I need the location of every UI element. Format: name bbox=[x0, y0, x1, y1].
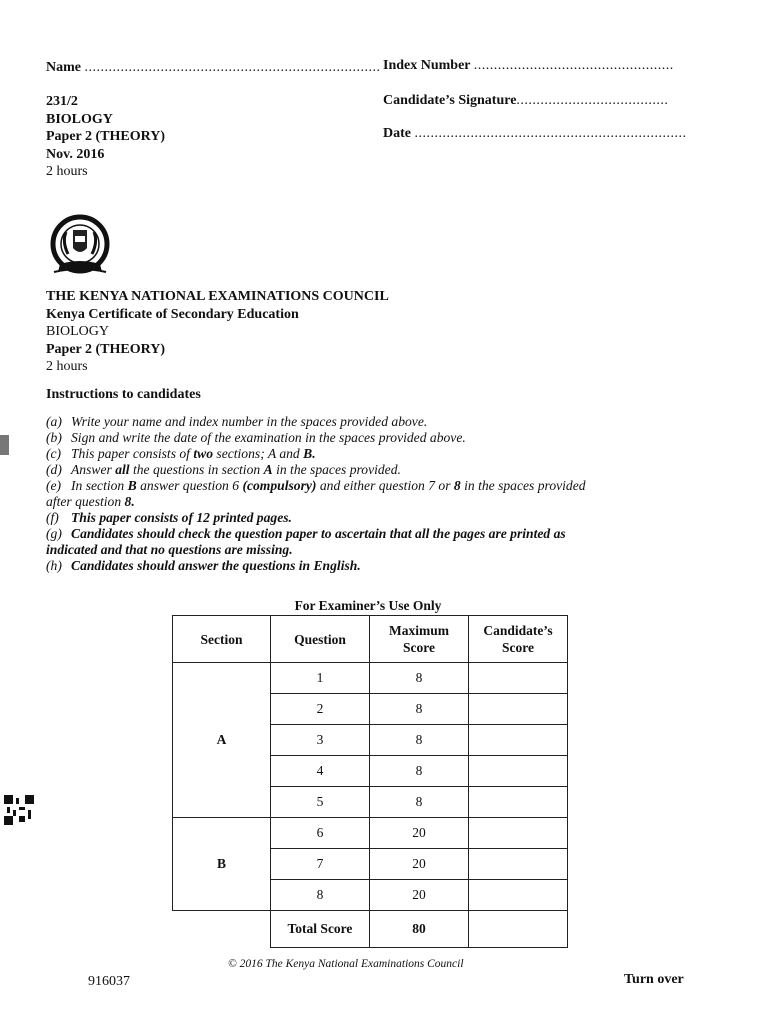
instruction-g: (g) Candidates should check the question paper to ascertain that all the pages are printed as bbox=[46, 526, 566, 541]
header-max-score: Maximum Score bbox=[370, 616, 469, 663]
table-row bbox=[173, 818, 568, 849]
max-score-cell: 8 bbox=[370, 756, 469, 787]
kenya-coat-of-arms-icon bbox=[46, 214, 114, 282]
question-cell: 4 bbox=[271, 756, 370, 787]
question-cell: 7 bbox=[271, 849, 370, 880]
instruction-f: (f) This paper consists of 12 printed pages. bbox=[46, 510, 292, 525]
max-score-cell: 20 bbox=[370, 818, 469, 849]
paper-code: 231/2 bbox=[46, 94, 78, 109]
examiner-score-table bbox=[172, 615, 568, 948]
total-row bbox=[173, 911, 568, 948]
paper-duration: 2 hours bbox=[46, 164, 88, 179]
instruction-e-cont: after question 8. bbox=[46, 494, 135, 509]
turn-over-label: Turn over bbox=[624, 972, 684, 987]
header-candidate-score: Candidate’s Score bbox=[469, 616, 568, 663]
scan-mark bbox=[0, 435, 9, 455]
question-cell: 3 bbox=[271, 725, 370, 756]
council-name: THE KENYA NATIONAL EXAMINATIONS COUNCIL bbox=[46, 289, 389, 304]
council-duration: 2 hours bbox=[46, 359, 88, 374]
signature-label: Candidate’s Signature bbox=[383, 93, 517, 108]
date-label: Date bbox=[383, 126, 411, 141]
max-score-cell: 8 bbox=[370, 663, 469, 694]
total-score-value: 80 bbox=[370, 911, 469, 948]
instructions-list bbox=[46, 414, 586, 574]
question-cell: 6 bbox=[271, 818, 370, 849]
max-score-cell: 8 bbox=[370, 787, 469, 818]
instruction-c: (c) This paper consists of two sections; A and B. bbox=[46, 446, 316, 461]
instructions-heading: Instructions to candidates bbox=[46, 387, 201, 402]
instruction-h: (h) Candidates should answer the questions in English. bbox=[46, 558, 361, 573]
max-score-cell: 8 bbox=[370, 725, 469, 756]
name-field bbox=[46, 60, 381, 76]
total-score-label: Total Score bbox=[271, 911, 370, 948]
instruction-d: (d) Answer all the questions in section A in the spaces provided. bbox=[46, 462, 401, 477]
council-paper: Paper 2 (THEORY) bbox=[46, 341, 166, 357]
question-cell: 5 bbox=[271, 787, 370, 818]
document-code: 916037 bbox=[88, 974, 130, 989]
table-row bbox=[173, 663, 568, 694]
index-number-field bbox=[383, 58, 674, 74]
date-dots: .................................................................... bbox=[414, 126, 687, 141]
candidate-score-cell[interactable] bbox=[469, 787, 568, 818]
question-cell: 1 bbox=[271, 663, 370, 694]
paper-info-block bbox=[46, 93, 165, 181]
date-field bbox=[383, 126, 687, 142]
max-score-cell: 20 bbox=[370, 849, 469, 880]
candidate-score-cell[interactable] bbox=[469, 880, 568, 911]
candidate-score-cell[interactable] bbox=[469, 849, 568, 880]
instruction-g-cont: indicated and that no questions are missing. bbox=[46, 542, 293, 557]
max-score-cell: 20 bbox=[370, 880, 469, 911]
header-section: Section bbox=[173, 616, 271, 663]
signature-field bbox=[383, 93, 668, 109]
header-question: Question bbox=[271, 616, 370, 663]
name-dots: .......................................................................... bbox=[84, 60, 381, 75]
candidate-score-cell[interactable] bbox=[469, 694, 568, 725]
section-b-cell: B bbox=[173, 818, 271, 911]
copyright-notice: © 2016 The Kenya National Examinations Council bbox=[228, 958, 464, 970]
question-cell: 2 bbox=[271, 694, 370, 725]
paper-subject: BIOLOGY bbox=[46, 111, 113, 127]
candidate-score-cell[interactable] bbox=[469, 663, 568, 694]
council-subject: BIOLOGY bbox=[46, 324, 109, 339]
paper-title: Paper 2 (THEORY) bbox=[46, 129, 166, 144]
paper-session: Nov. 2016 bbox=[46, 146, 105, 162]
question-cell: 8 bbox=[271, 880, 370, 911]
candidate-score-cell[interactable] bbox=[469, 756, 568, 787]
instruction-a: (a) Write your name and index number in the spaces provided above. bbox=[46, 414, 428, 429]
qr-code-icon bbox=[4, 795, 34, 825]
signature-dots: ...................................... bbox=[516, 93, 669, 108]
index-number-dots: .................................................. bbox=[473, 58, 674, 73]
candidate-score-cell[interactable] bbox=[469, 818, 568, 849]
instruction-e: (e) In section B answer question 6 (compulsory) and either question 7 or 8 in the spaces provided bbox=[46, 478, 586, 493]
table-header-row bbox=[173, 616, 568, 663]
name-label: Name bbox=[46, 60, 81, 75]
council-certificate: Kenya Certificate of Secondary Education bbox=[46, 306, 299, 322]
instruction-b: (b) Sign and write the date of the examination in the spaces provided above. bbox=[46, 430, 466, 445]
examiner-table-caption: For Examiner’s Use Only bbox=[294, 598, 442, 613]
index-number-label: Index Number bbox=[383, 58, 471, 73]
candidate-score-cell[interactable] bbox=[469, 725, 568, 756]
max-score-cell: 8 bbox=[370, 694, 469, 725]
section-a-cell: A bbox=[173, 663, 271, 818]
council-block bbox=[46, 288, 389, 376]
total-candidate-score-cell[interactable] bbox=[469, 911, 568, 948]
